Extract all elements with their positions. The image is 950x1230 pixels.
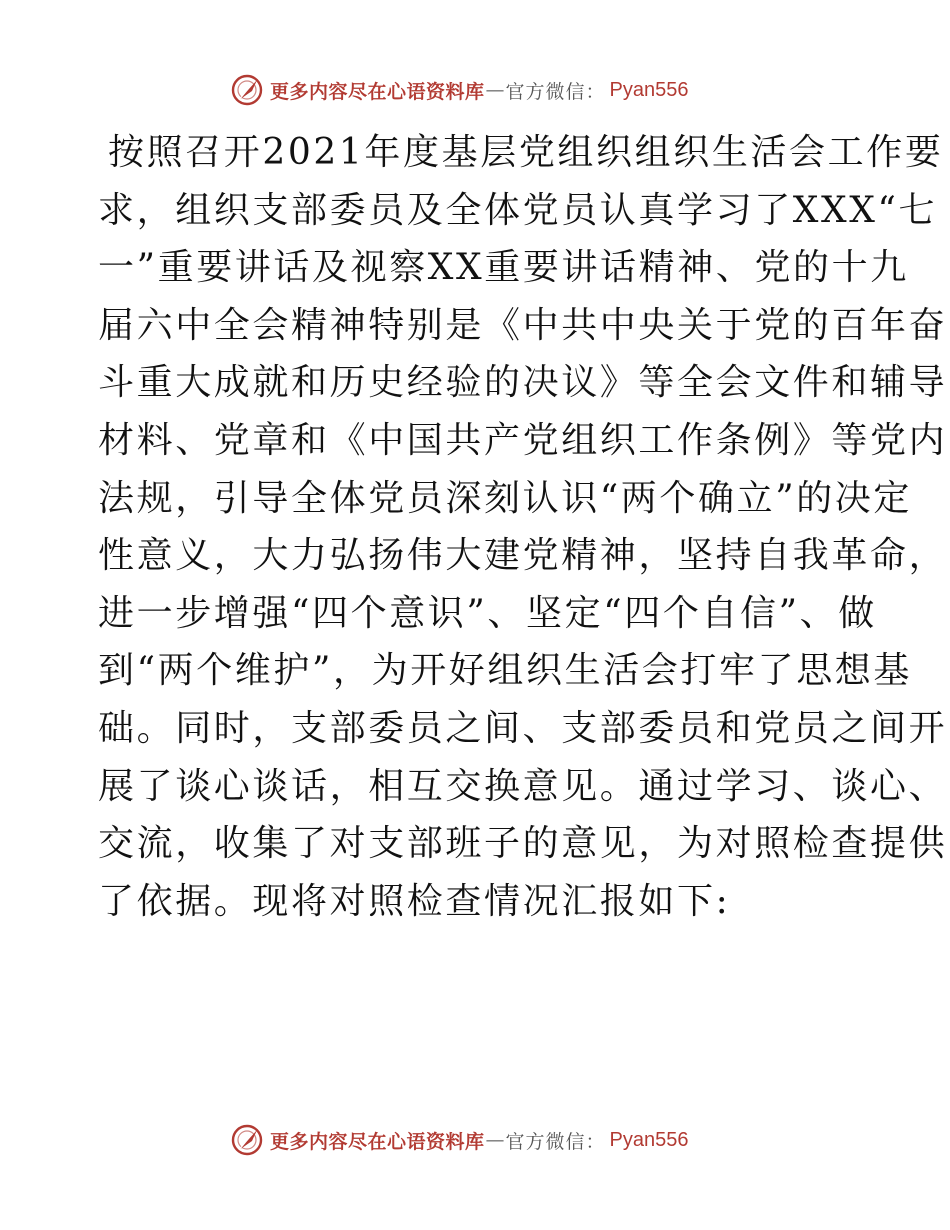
- body-line: 进一步增强“四个意识”、坚定“四个自信”、做: [98, 592, 877, 634]
- body-line: 斗重大成就和历史经验的决议》等全会文件和辅导: [98, 362, 948, 404]
- watermark-site-text: 更多内容尽在心语资料库: [270, 1130, 485, 1153]
- header-watermark: [230, 70, 730, 110]
- body-line: 材料、党章和《中国共产党组织工作条例》等党内: [98, 419, 948, 461]
- body-line: 性意义，大力弘扬伟大建党精神，坚持自我革命，: [98, 535, 948, 577]
- body-line: 求，组织支部委员及全体党员认真学习了XXX“七: [98, 189, 938, 231]
- footer-watermark: [230, 1120, 730, 1160]
- watermark-dash: —: [485, 79, 505, 101]
- document-body: [98, 124, 948, 930]
- body-line: 届六中全会精神特别是《中共中央关于党的百年奋: [98, 304, 948, 346]
- watermark-wechat-label: 官方微信：: [505, 1130, 606, 1153]
- body-line: 到“两个维护”，为开好组织生活会打牢了思想基: [98, 650, 913, 692]
- body-line: 一”重要讲话及视察XX重要讲话精神、党的十九: [98, 247, 909, 289]
- watermark-wechat-id: Pyan556: [609, 1128, 689, 1151]
- body-line: 按照召开2021年度基层党组织组织生活会工作要: [108, 132, 944, 173]
- body-line: 础。同时，支部委员之间、支部委员和党员之间开: [98, 707, 948, 749]
- body-line: 了依据。现将对照检查情况汇报如下:: [98, 880, 731, 922]
- watermark-site-text: 更多内容尽在心语资料库: [270, 80, 485, 103]
- watermark-wechat-id: Pyan556: [609, 78, 689, 101]
- watermark-wechat-label: 官方微信：: [505, 80, 606, 103]
- body-line: 法规，引导全体党员深刻认识“两个确立”的决定: [98, 477, 913, 519]
- feather-pen-logo-icon: [230, 73, 264, 107]
- feather-pen-logo-icon: [230, 1123, 264, 1157]
- watermark-dash: —: [485, 1129, 505, 1151]
- body-line: 交流，收集了对支部班子的意见，为对照检查提供: [98, 823, 948, 865]
- body-line: 展了谈心谈话，相互交换意见。通过学习、谈心、: [98, 765, 948, 807]
